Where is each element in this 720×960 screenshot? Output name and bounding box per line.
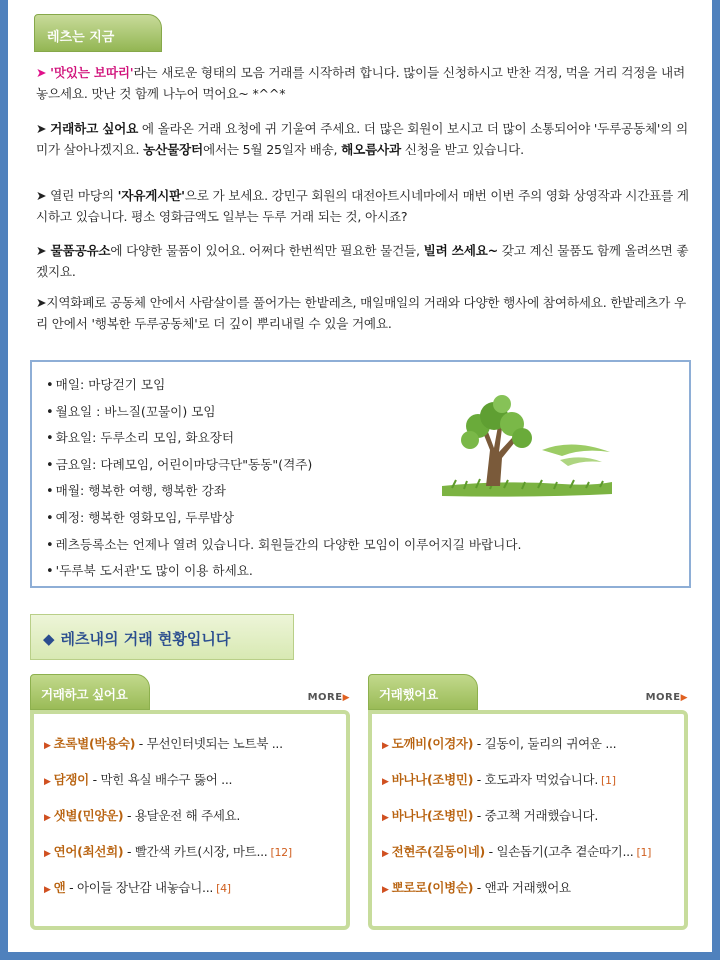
bullet-icon: ▶ [44,885,51,895]
notice-paragraph-5: ➤지역화폐로 공동체 안에서 사람살이를 풀어가는 한밭레츠, 매일매일의 거래와 다양한 행사에 참여하세요. 한밭레츠가 우리 안에서 '행복한 두루공동체'로 더 깊이 뿌리내릴 수 있을 거예요. [36,295,686,331]
bullet-icon: ▶ [382,849,389,859]
arrow-icon: ➤ [36,243,47,258]
arrow-icon: ➤ [36,121,47,136]
apple-link[interactable]: 해오름사과 [341,142,401,157]
schedule-item: • '두루북 도서관'도 많이 이용 하세요. [46,558,522,585]
want-trade-link[interactable]: 거래하고 싶어요 [50,121,139,136]
schedule-item: • 매월: 행복한 여행, 행복한 강좌 [46,478,522,505]
arrow-icon: ➤ [36,65,47,80]
tree-illustration [442,390,622,500]
bullet-icon: ▶ [382,777,389,787]
bullet-icon: ▶ [382,741,389,751]
list-item[interactable]: ▶ 뽀로로(이병순) - 앤과 거래했어요 [382,880,571,895]
bullet-icon: ▶ [44,777,51,787]
diamond-icon: ◆ [43,630,55,648]
list-item[interactable]: ▶ 담쟁이 - 막힌 욕실 배수구 뚫어 ... [44,772,233,787]
section-tag: 레츠는 지금 [34,14,162,52]
notice-paragraph-3: ➤ 열린 마당의 '자유게시판'으로 가 보세요. 강민구 회원의 대전아트시네마에서 매번 이번 주의 영화 상영작과 시간표를 게시하고 있습니다. 평소 영화금액도 일부는 두루 거래 되는 것, 아시죠? [36,188,689,224]
bullet-icon: ▶ [44,741,51,751]
bullet-icon: ▶ [382,885,389,895]
want-trade-list [30,710,350,930]
tab-want-trade[interactable]: 거래하고 싶어요 [30,674,150,710]
tab-done-trade[interactable]: 거래했어요 [368,674,478,710]
farm-market-link[interactable]: 농산물장터 [143,142,203,157]
arrow-icon: ➤ [36,295,47,310]
schedule-box [30,360,691,588]
notice-paragraph-1: ➤ '맛있는 보따리'라는 새로운 형태의 모음 거래를 시작하려 합니다. 많이들 신청하시고 반찬 걱정, 먹을 거리 걱정을 내려 놓으세요. 맛난 것 함께 나누어 먹어요~ *^^* [36,65,685,101]
content-sheet [8,0,712,952]
bundle-link[interactable]: '맛있는 보따리' [50,65,134,80]
list-item[interactable]: ▶ 전현주(길동이네) - 일손돕기(고추 곁순따기... [1] [382,844,652,859]
schedule-item: • 화요일: 두루소리 모임, 화요장터 [46,425,522,452]
notice-paragraph-2: ➤ 거래하고 싶어요 에 올라온 거래 요청에 귀 기울여 주세요. 더 많은 회원이 보시고 더 많이 소통되어야 '두루공동체'의 의미가 살아나겠지요. 농산물장터에서는 5월 25일자 배송, 해오름사과 신청을 받고 있습니다. [36,121,688,157]
want-trade-board [30,674,350,930]
done-trade-list [368,710,688,930]
schedule-item: • 금요일: 다례모임, 어린이마당극단"동동"(격주) [46,452,522,479]
done-trade-board [368,674,688,930]
list-item[interactable]: ▶ 초록별(박용숙) - 무선인터넷되는 노트북 ... [44,736,283,751]
more-button[interactable]: MORE▶ [307,692,350,703]
list-item[interactable]: ▶ 샛별(민양운) - 용달운전 해 주세요. [44,808,241,823]
free-board-link[interactable]: '자유게시판' [117,188,185,203]
arrow-icon: ➤ [36,188,47,203]
bullet-icon: ▶ [44,813,51,823]
banner-title: 레츠내의 거래 현황입니다 [60,630,231,648]
list-item[interactable]: ▶ 연어(최선희) - 빨간색 카트(시장, 마트... [12] [44,844,292,859]
bullet-icon: ▶ [382,813,389,823]
list-item[interactable]: ▶ 앤 - 아이들 장난감 내놓습니... [4] [44,880,231,895]
list-item[interactable]: ▶ 도깨비(이경자) - 길동이, 둘리의 귀여운 ... [382,736,617,751]
triangle-right-icon: ▶ [680,693,688,703]
schedule-item: • 매일: 마당걷기 모임 [46,372,522,399]
trade-status-banner [30,614,294,660]
more-button[interactable]: MORE▶ [645,692,688,703]
schedule-item: • 레츠등록소는 언제나 열려 있습니다. 회원들간의 다양한 모임이 이루어지길 바랍니다. [46,532,522,559]
notice-paragraph-4: ➤ 물품공유소에 다양한 물품이 있어요. 어쩌다 한번씩만 필요한 물건들, 빌려 쓰세요~ 갖고 계신 물품도 함께 올려쓰면 좋겠지요. [36,243,689,279]
list-item[interactable]: ▶ 바나나(조병민) - 호도과자 먹었습니다. [1] [382,772,616,787]
list-item[interactable]: ▶ 바나나(조병민) - 중고책 거래했습니다. [382,808,598,823]
triangle-right-icon: ▶ [342,693,350,703]
borrow-link[interactable]: 빌려 쓰세요~ [423,243,498,258]
schedule-item: • 월요일 : 바느질(꼬물이) 모임 [46,399,522,426]
sharing-center-link[interactable]: 물품공유소 [46,243,111,258]
bullet-icon: ▶ [44,849,51,859]
schedule-item: • 예정: 행복한 영화모임, 두루밥상 [46,505,522,532]
